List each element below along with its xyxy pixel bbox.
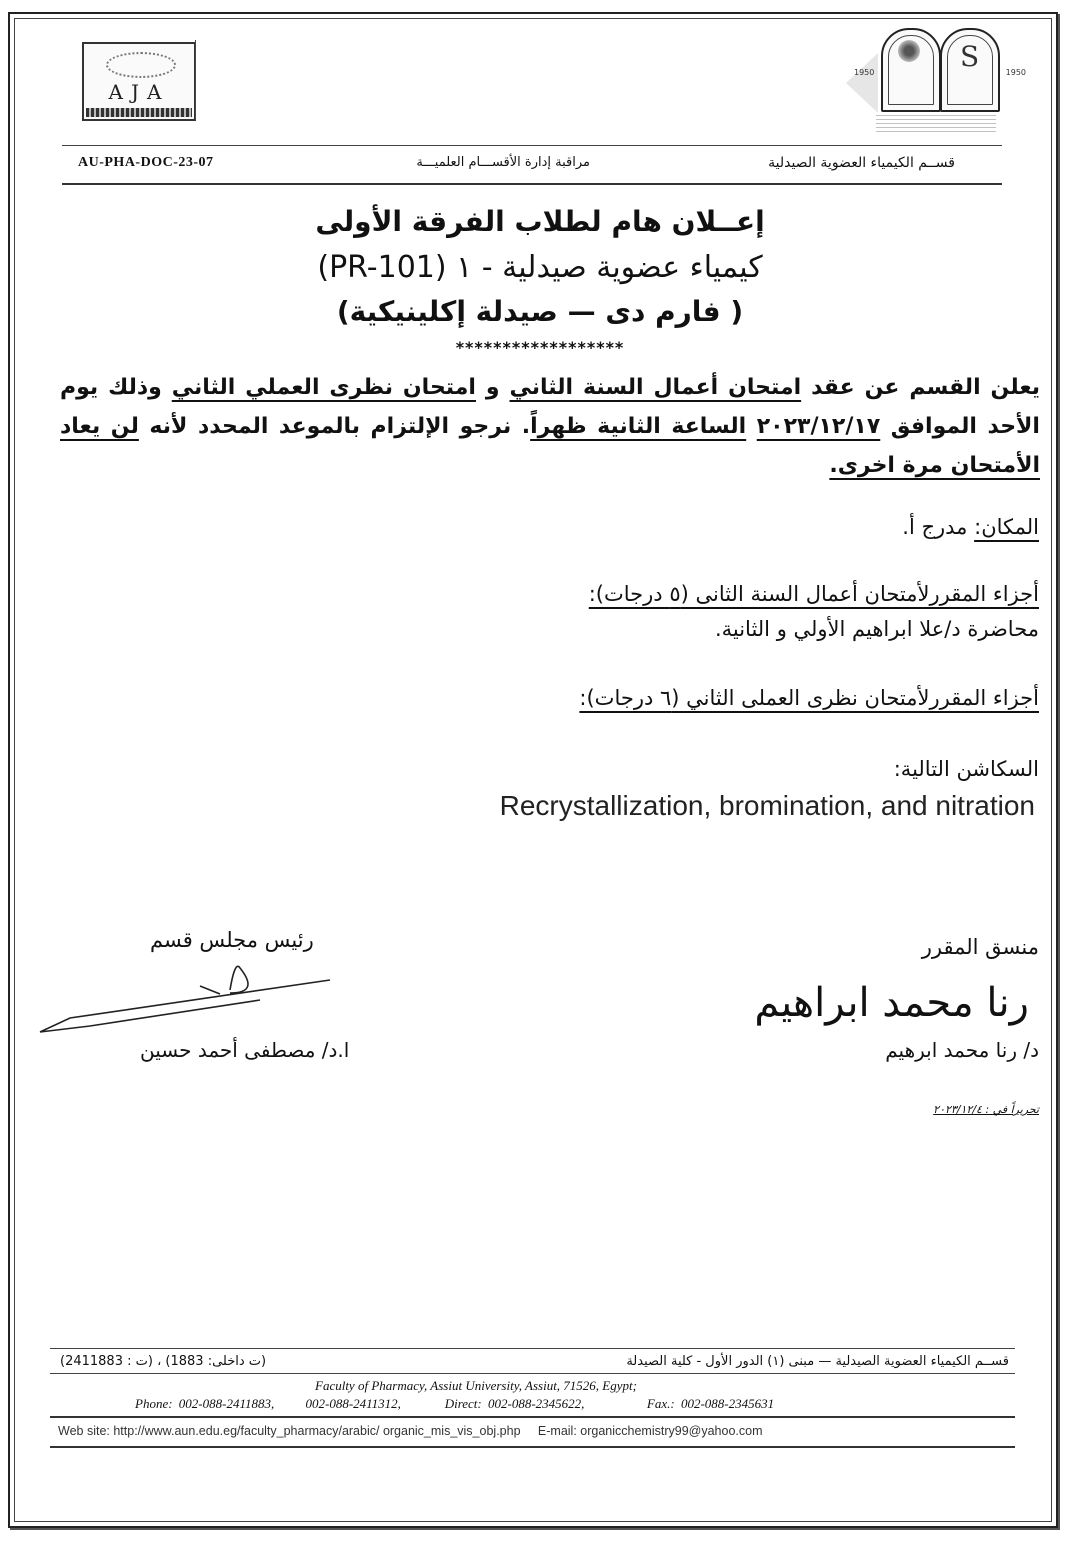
logo-swirl-icon [106,52,176,78]
aja-logo [82,42,196,121]
footer-email-link[interactable]: E-mail: organicchemistry99@yahoo.com [537,1424,763,1438]
document-code: AU-PHA-DOC-23-07 [78,155,214,170]
logo-band [86,108,192,117]
department-head-signature-icon [30,960,350,1040]
exam-time: الساعة الثانية ظهراً [530,414,747,439]
department-name: قســم الكيمياء العضوية الصيدلية [768,155,955,171]
text: . نرجو الإلتزام بالموعد المحدد لأنه [138,414,531,439]
header-rule-bottom [62,183,1002,185]
footer-rule [50,1348,1015,1349]
footer-rule [50,1416,1015,1418]
text [746,414,757,439]
exam-date: ٢٠٢٣/١٢/١٧ [756,414,881,439]
footer-arabic-phone: (ت داخلى: 1883) ، (ت : 2411883) [60,1354,267,1369]
department-head-name: ا.د/ مصطفى أحمد حسين [140,1038,350,1062]
course-coordinator-name: د/ رنا محمد ابرهيم [885,1038,1039,1062]
footer-rule [50,1446,1015,1448]
logo-year-left: 1950 [854,68,875,77]
exam-name-1: امتحان أعمال السنة الثاني [509,375,802,400]
footer-phone: Phone: 002-088-2411883, [135,1396,275,1411]
announcement-title: إعــلان هام لطلاب الفرقة الأولى [315,205,765,238]
footer-contacts [135,1396,774,1412]
text: يعلن القسم عن عقد [801,375,1041,400]
logo-year-right: 1950 [1005,68,1026,77]
pharmacy-emblem-icon: S [940,28,1000,112]
university-emblem-icon [881,28,941,112]
section3-content: Recrystallization, bromination, and nitration [499,790,1035,821]
footer-phone2: 002-088-2411312, [305,1396,401,1411]
footer-rule [50,1373,1015,1374]
logo-caption [876,112,996,132]
section2-heading: أجزاء المقررلأمتحان نظرى العملى الثاني (٦ درجات): [579,686,1039,710]
title-separator: ****************** [455,338,625,357]
course-title: كيمياء عضوية صيدلية - ١ (PR-101) [317,250,763,285]
exam-location [902,515,1039,539]
program-title: ( فارم دى — صيدلة إكلينيكية) [336,295,744,328]
footer-direct: Direct: 002-088-2345622, [444,1396,585,1411]
location-value: مدرج أ. [902,515,975,539]
section1-content: محاضرة د/علا ابراهيم الأولي و الثانية. [714,617,1039,641]
footer-fax: Fax.: 002-088-2345631 [646,1396,775,1411]
header-rule-top [62,145,1002,146]
location-label: المكان: [974,515,1039,539]
text: و [475,375,510,400]
announcement-paragraph [60,368,1040,485]
coordinator-handwritten-signature: رنا محمد ابراهيم [754,980,1029,1026]
written-on-date: تحريراً في : ٢٠٢٣/١٢/٤ [933,1103,1039,1116]
footer-english-address: Faculty of Pharmacy, Assiut University, Assiut, 71526, Egypt; [315,1378,637,1393]
footer-website-link[interactable]: Web site: http://www.aun.edu.eg/faculty_pharmacy/arabic/ organic_mis_vis_obj.php [58,1424,521,1438]
logo-ribbon-icon [846,53,878,113]
no-retake-notice: لن يعاد الأمتحان مرة اخرى. [60,414,1040,478]
text: وذلك يوم الأحد الموافق [60,375,1040,439]
course-coordinator-title: منسق المقرر [921,935,1039,959]
section3-label: السكاشن التالية: [893,757,1039,781]
footer-web-email [58,1424,763,1438]
logo-divider [195,40,196,120]
logo-text: AJA [108,80,170,104]
header-center-label: مراقبة إدارة الأقســـام العلميـــة [416,155,590,170]
exam-name-2: امتحان نظرى العملي الثاني [171,375,476,400]
section1-heading: أجزاء المقررلأمتحان أعمال السنة الثانى (٥ درجات): [588,582,1039,606]
university-faculty-logo [836,28,1036,138]
department-head-title: رئيس مجلس قسم [150,928,314,952]
footer-arabic-address: قســم الكيمياء العضوية الصيدلية — مبنى (١) الدور الأول - كلية الصيدلة [626,1354,1009,1369]
